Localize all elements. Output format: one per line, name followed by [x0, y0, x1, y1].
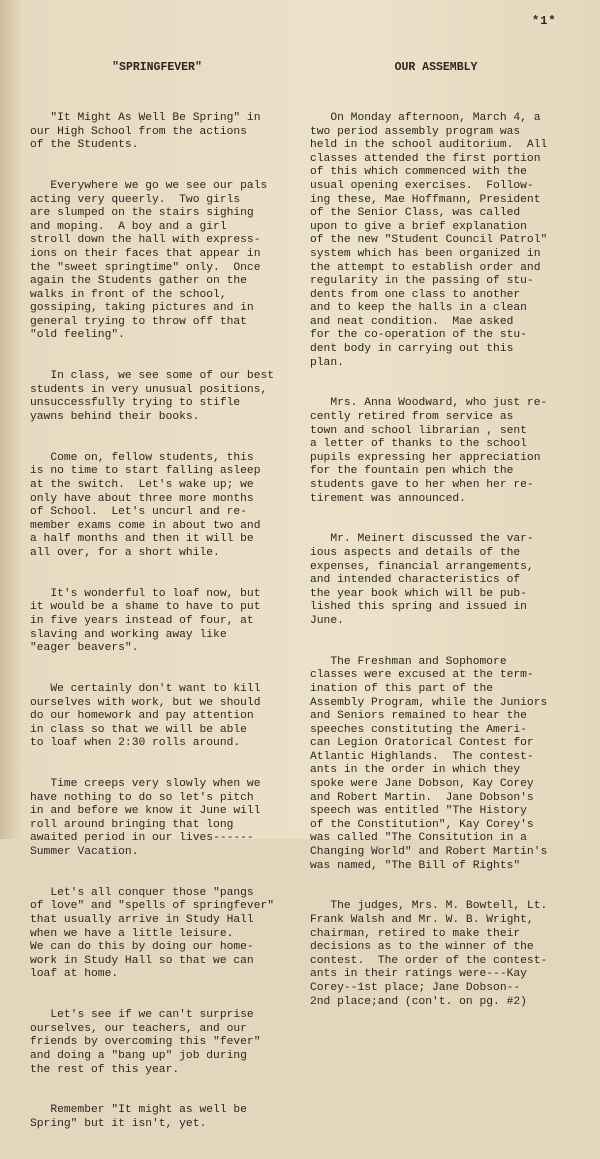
- article-paragraph: In class, we see some of our best students in very unusual positions, unsuccessfully trying to stifle yawns behind their books.: [30, 370, 275, 424]
- springfever-article: [30, 34, 298, 1159]
- page-number: *1*: [532, 14, 557, 28]
- article-paragraph: Time creeps very slowly when we have nothing to do so let's pitch in and before we know it June will roll around bringing that long awaited period in our lives------ Summer Vacation.: [30, 778, 261, 859]
- article-paragraph: Let's see if we can't surprise ourselves, our teachers, and our friends by overcoming this "fever" and doing a "bang up" job during the rest of this year.: [30, 1009, 261, 1076]
- article-paragraph: The Freshman and Sophomore classes were excused at the term- ination of this part of the Assembly Program, while the Juniors and Seniors remained to hear the speeches constituting the Ameri- can Legion Oratorical Contest for Atlantic Highlands. The contest- ants in the order in which they spoke were Jane Dobson, Kay Corey and Robert Martin. Jane Dobson's speech was entitled "The History of the Constitution", Kay Corey's was called "The Consitution in a Changing World" and Robert Martin's was named, "The Bill of Rights": [310, 655, 548, 872]
- article-paragraph: Everywhere we go we see our pals acting very queerly. Two girls are slumped on the stairs sighing and moping. A boy and a girl stroll down the hall with express- ions on their faces that appear in the "sweet springtime" only. Once again the Students gather on the walks in front of the school, gossiping, taking pictures and in general trying to throw off that "old feeling".: [30, 179, 268, 342]
- article-paragraph: The judges, Mrs. M. Bowtell, Lt. Frank Walsh and Mr. W. B. Wright, chairman, retired to make their decisions as to the winner of the contest. The order of the contest- ants in their ratings were---Kay Corey--1st place; Jane Dobson-- 2nd place;and (con't. on pg. #2): [310, 900, 548, 1008]
- article-paragraph: Mrs. Anna Woodward, who just re- cently retired from service as town and school librarian , sent a letter of thanks to the school pupils expressing her appreciation for the fountain pen which the students gave to her when her re- tirement was announced.: [310, 397, 548, 505]
- article-paragraph: Remember "It might as well be Spring" but it isn't, yet.: [30, 1104, 247, 1130]
- article-paragraph: Let's all conquer those "pangs of love" and "spells of springfever" that usually arrive in Study Hall when we have a little leisure. We can do this by doing our home- work in Study Hall so that we can loaf at home.: [30, 886, 275, 981]
- springfever-title: "SPRINGFEVER": [112, 61, 202, 75]
- assembly-article: [310, 34, 592, 1036]
- article-paragraph: On Monday afternoon, March 4, a two period assembly program was held in the school auditorium. All classes attended the first portion of this which commenced with the usual opening exercises. Follow- ing these, Mae Hoffmann, President of the Senior Class, was called upon to give a brief explanation of the new "Student Council Patrol" system which has been organized in the attempt to establish order and regularity in the passing of stu- dents from one class to another and to keep the halls in a clean and neat condition. Mae asked for the co-operation of the stu- dent body in carrying out this plan.: [310, 111, 548, 369]
- assembly-title: OUR ASSEMBLY: [394, 61, 478, 75]
- article-paragraph: Mr. Meinert discussed the var- ious aspects and details of the expenses, financial arrangements, and intended characteristics of the year book which will be pub- lished this spring and issued in June.: [310, 533, 534, 627]
- article-paragraph: It's wonderful to loaf now, but it would be a shame to have to put in five years instead of four, at slaving and working away like "eager beavers".: [30, 587, 261, 655]
- article-paragraph: "It Might As Well Be Spring" in our High School from the actions of the Students.: [30, 111, 261, 152]
- article-paragraph: We certainly don't want to kill ourselves with work, but we should do our homework and pay attention in class so that we will be able to loaf when 2:30 rolls around.: [30, 682, 261, 750]
- article-paragraph: Come on, fellow students, this is no time to start falling asleep at the switch. Let's wake up; we only have about three more months of School. Let's uncurl and re- member exams come in about two and a half months and then it will be all over, for a short while.: [30, 451, 261, 559]
